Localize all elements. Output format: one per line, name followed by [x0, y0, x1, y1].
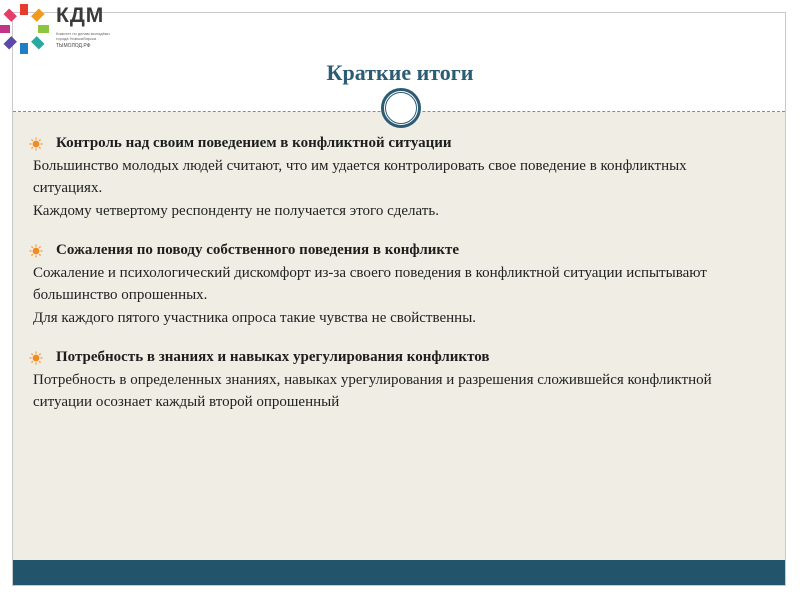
- section-heading-row: [33, 349, 753, 366]
- section-heading: Потребность в знаниях и навыках урегулирования конфликтов: [56, 349, 490, 365]
- section-self-control: [33, 135, 753, 222]
- section-paragraph: Для каждого пятого участника опроса такие чувства не свойственны.: [33, 310, 477, 326]
- section-heading: Сожаления по поводу собственного поведения в конфликте: [56, 242, 460, 258]
- circle-ornament-inner: [385, 92, 417, 124]
- sun-bullet-icon: [29, 137, 43, 151]
- footer-bar: [13, 560, 785, 585]
- section-heading: Контроль над своим поведением в конфликтной ситуации: [56, 135, 452, 151]
- section-paragraph: Каждому четвертому респонденту не получается этого сделать.: [33, 203, 439, 219]
- section-needs: [33, 349, 753, 413]
- sun-bullet-icon: [29, 351, 43, 365]
- section-paragraph: Потребность в определенных знаниях, навыках урегулирования и разрешения сложившейся конфликтной ситуации осознает каждый второй опрошенный: [33, 372, 712, 410]
- section-regret: [33, 242, 753, 329]
- kdm-star-logo-icon: [0, 0, 56, 58]
- sun-bullet-icon: [29, 244, 43, 258]
- slide-content: [33, 135, 753, 433]
- section-paragraph: Большинство молодых людей считают, что им удается контролировать свое поведение в конфликтных ситуациях.: [33, 158, 687, 196]
- section-paragraph: Сожаление и психологический дискомфорт из-за своего поведения в конфликтной ситуации испытывают большинство опрошенных.: [33, 265, 707, 303]
- logo-site: ТЫМОЛОД.РФ: [56, 43, 91, 49]
- section-heading-row: [33, 242, 753, 259]
- logo-title: КДМ: [56, 4, 105, 27]
- logo-subtitle: Комитет по делам молодёжи города Новосибирска: [56, 31, 110, 41]
- logo: [0, 0, 120, 60]
- page-title: Краткие итоги: [326, 60, 474, 85]
- section-heading-row: [33, 135, 753, 152]
